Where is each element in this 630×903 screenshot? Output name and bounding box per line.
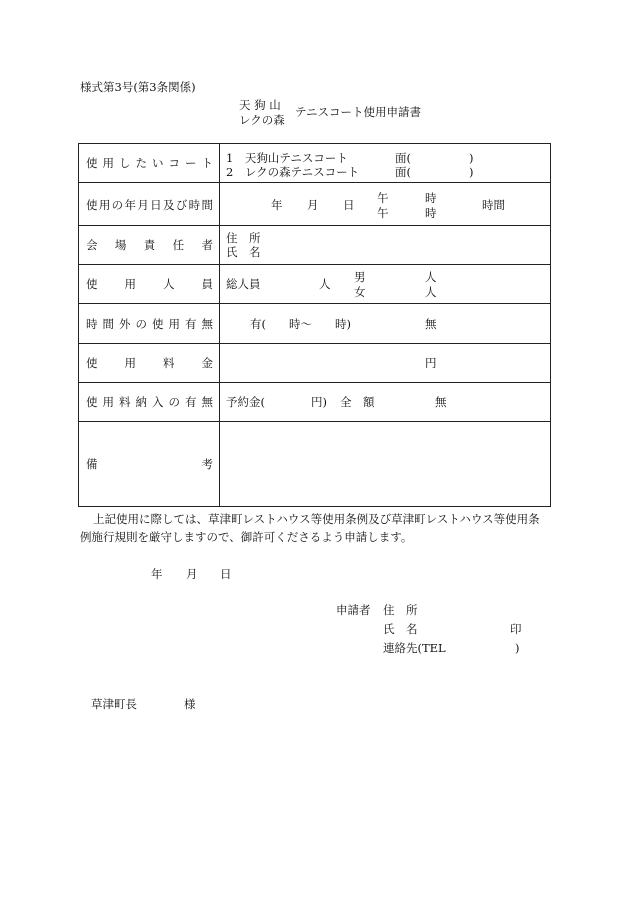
applicant-address: 住 所: [383, 603, 418, 617]
responsible-label: 会場責任者: [86, 238, 213, 252]
users-female: 女: [354, 285, 366, 299]
payment-full: 全 額: [340, 395, 375, 409]
payment-label: 使用料納入の有無: [86, 395, 213, 409]
court-count-label-2: 面(: [395, 165, 411, 179]
court-option-1: 1 天狗山テニスコート: [226, 151, 348, 165]
datetime-am: 午: [377, 191, 389, 205]
application-form-table: [78, 143, 551, 507]
datetime-hours: 時間: [482, 198, 505, 212]
court-count-label-1: 面(: [395, 151, 411, 165]
payment-reserve: 予約金( 円): [226, 395, 327, 409]
recipient-title: 草津町長: [91, 697, 137, 711]
court-count-close-2: ): [469, 165, 474, 179]
fee-label: 使用料金: [86, 356, 213, 370]
row-divider: [79, 382, 550, 383]
row-divider: [79, 421, 550, 422]
court-option-2: 2 レクの森テニスコート: [226, 165, 360, 179]
fee-yen: 円: [425, 356, 437, 370]
statement-line-1: 上記使用に際しては、草津町レストハウス等使用条例及び草津町レストハウス等使用条: [93, 512, 540, 526]
applicant-contact-close: ): [515, 641, 520, 655]
date-day: 日: [220, 567, 232, 581]
court-count-close-1: ): [469, 151, 474, 165]
row-divider: [79, 303, 550, 304]
statement-line-2: 例施行規則を厳守しますので、御許可くださるよう申請します。: [80, 530, 413, 544]
users-male-unit: 人: [425, 270, 437, 284]
title-place-line1: 天 狗 山: [239, 98, 281, 112]
datetime-year: 年: [271, 198, 283, 212]
applicant-name: 氏 名: [383, 622, 418, 636]
row-divider: [79, 343, 550, 344]
date-month: 月: [186, 567, 198, 581]
users-label: 使用人員: [86, 277, 213, 291]
users-female-unit: 人: [425, 285, 437, 299]
row-divider: [79, 264, 550, 265]
datetime-month: 月: [307, 198, 319, 212]
users-total-unit: 人: [319, 277, 331, 291]
payment-no: 無: [435, 395, 447, 409]
applicant-label: 申請者: [336, 603, 371, 617]
users-male: 男: [354, 270, 366, 284]
overtime-no: 無: [425, 317, 437, 331]
datetime-hour-2: 時: [425, 206, 437, 220]
responsible-address: 住 所: [226, 231, 261, 245]
row-divider: [79, 182, 550, 183]
title-main: テニスコート使用申請書: [295, 105, 422, 119]
datetime-hour-1: 時: [425, 191, 437, 205]
court-label: 使用したいコート: [86, 156, 213, 170]
responsible-name: 氏 名: [226, 245, 261, 259]
datetime-pm: 午: [377, 206, 389, 220]
row-divider: [79, 225, 550, 226]
applicant-contact: 連絡先(TEL: [383, 641, 446, 655]
date-year: 年: [151, 567, 163, 581]
overtime-label: 時間外の使用有無: [86, 317, 213, 331]
title-place-line2: レクの森: [239, 113, 285, 127]
applicant-seal: 印: [510, 622, 522, 636]
recipient-honorific: 様: [184, 697, 196, 711]
form-number: 様式第3号(第3条関係): [80, 80, 196, 94]
users-total: 総人員: [226, 277, 261, 291]
column-divider: [219, 144, 220, 506]
overtime-yes: 有( 時〜 時): [250, 317, 351, 331]
datetime-label: 使用の年月日及び時間: [86, 198, 213, 212]
remarks-label: 備考: [86, 457, 213, 471]
datetime-day: 日: [343, 198, 355, 212]
